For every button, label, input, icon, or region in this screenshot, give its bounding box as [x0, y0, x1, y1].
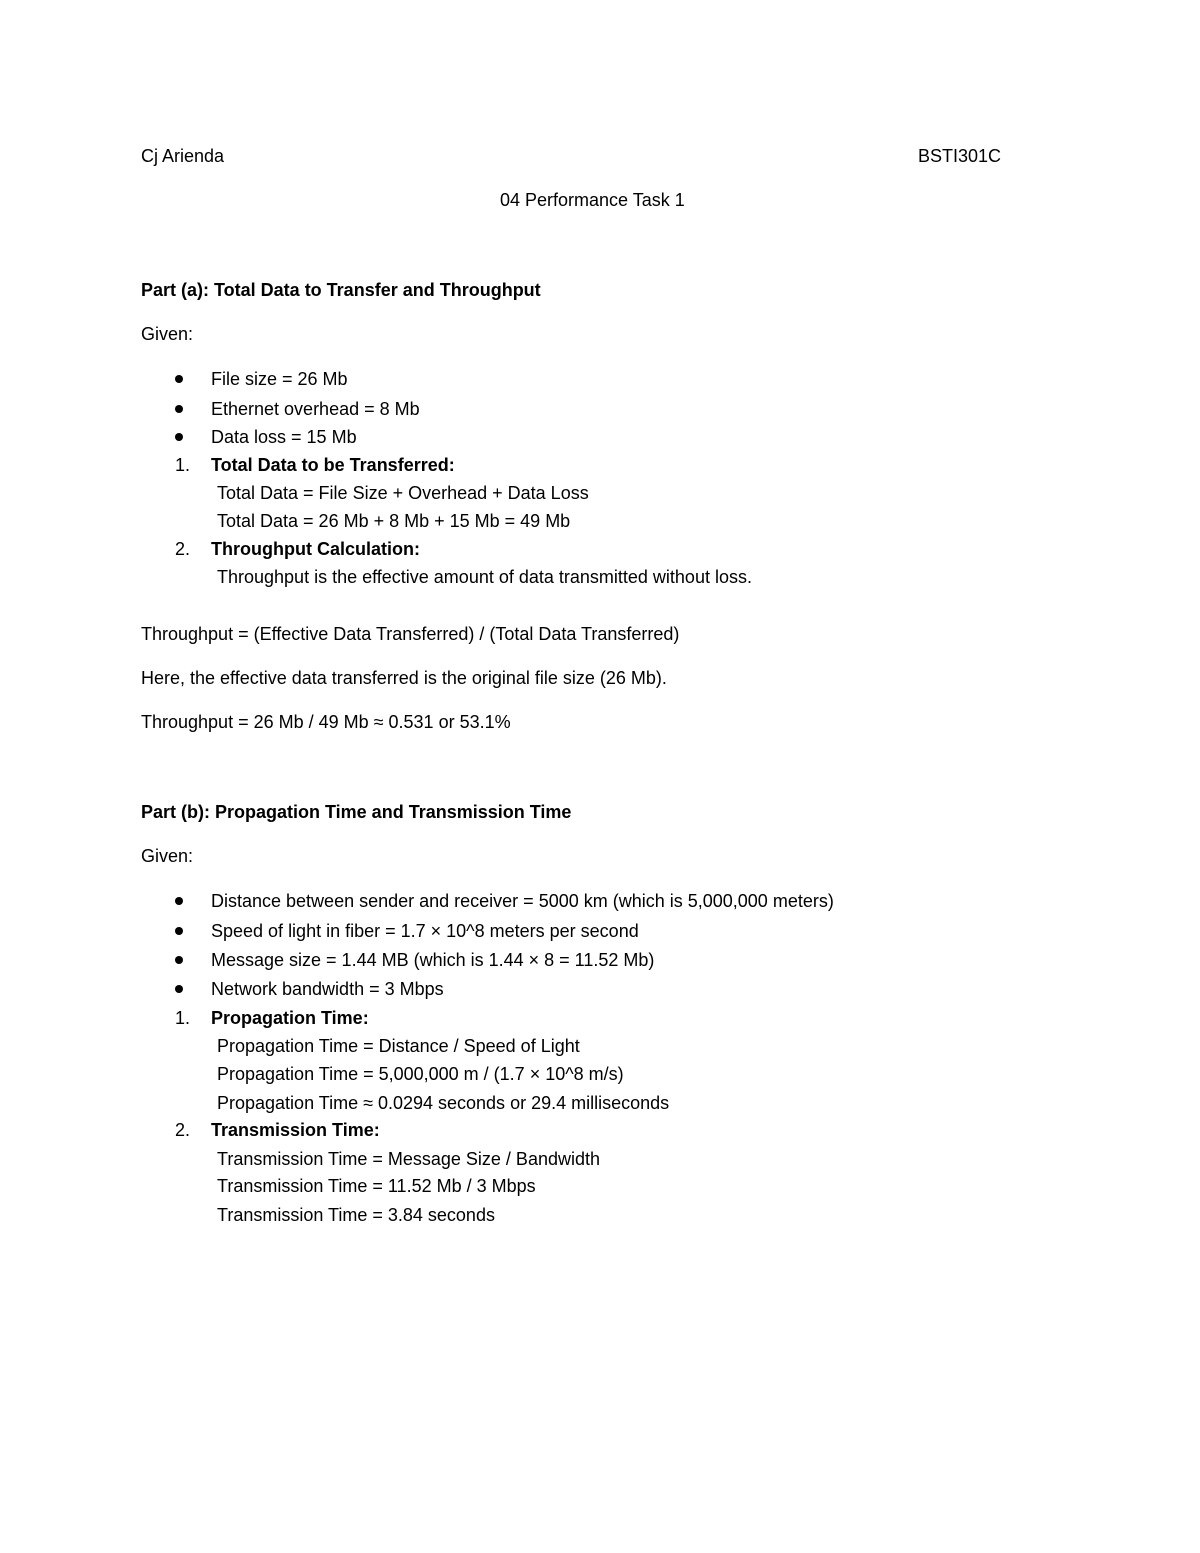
step-line: Propagation Time ≈ 0.0294 seconds or 29.4 milliseconds — [217, 1093, 670, 1113]
step-line: Transmission Time = 3.84 seconds — [217, 1205, 495, 1225]
step-title: Propagation Time: — [211, 1008, 369, 1028]
step-line: Transmission Time = Message Size / Bandwidth — [217, 1149, 600, 1169]
list-item: Distance between sender and receiver = 5000 km (which is 5,000,000 meters) — [211, 891, 834, 911]
step-line: Total Data = 26 Mb + 8 Mb + 15 Mb = 49 Mb — [217, 511, 571, 531]
part-a-given-label: Given: — [141, 324, 194, 344]
step-number: 2. — [175, 1120, 191, 1140]
list-item: Data loss = 15 Mb — [211, 427, 357, 447]
step-line: Throughput is the effective amount of data transmitted without loss. — [217, 567, 752, 587]
step-line: Total Data = File Size + Overhead + Data Loss — [217, 483, 589, 503]
bullet-icon — [175, 433, 183, 441]
step-title: Total Data to be Transferred: — [211, 455, 455, 475]
step-line: Propagation Time = 5,000,000 m / (1.7 × 10^8 m/s) — [217, 1064, 624, 1084]
bullet-icon — [175, 956, 183, 964]
step-number: 1. — [175, 455, 191, 475]
paragraph: Here, the effective data transferred is the original file size (26 Mb). — [141, 668, 667, 688]
author-name: Cj Arienda — [141, 146, 225, 166]
list-item: Network bandwidth = 3 Mbps — [211, 979, 444, 999]
step-number: 2. — [175, 539, 191, 559]
step-line: Propagation Time = Distance / Speed of Light — [217, 1036, 580, 1056]
bullet-icon — [175, 927, 183, 935]
bullet-icon — [175, 405, 183, 413]
step-line: Transmission Time = 11.52 Mb / 3 Mbps — [217, 1176, 536, 1196]
part-b-given-label: Given: — [141, 846, 194, 866]
paragraph: Throughput = (Effective Data Transferred) / (Total Data Transferred) — [141, 624, 680, 644]
list-item: Speed of light in fiber = 1.7 × 10^8 meters per second — [211, 921, 639, 941]
list-item: Message size = 1.44 MB (which is 1.44 × 8 = 11.52 Mb) — [211, 950, 655, 970]
step-title: Throughput Calculation: — [211, 539, 420, 559]
document-title: 04 Performance Task 1 — [500, 190, 685, 210]
course-code: BSTI301C — [918, 146, 1002, 166]
bullet-icon — [175, 375, 183, 383]
part-b-heading: Part (b): Propagation Time and Transmission Time — [141, 802, 572, 822]
part-a-heading: Part (a): Total Data to Transfer and Throughput — [141, 280, 541, 300]
list-item: File size = 26 Mb — [211, 369, 348, 389]
step-title: Transmission Time: — [211, 1120, 380, 1140]
step-number: 1. — [175, 1008, 191, 1028]
bullet-icon — [175, 985, 183, 993]
bullet-icon — [175, 897, 183, 905]
paragraph: Throughput = 26 Mb / 49 Mb ≈ 0.531 or 53.1% — [141, 712, 511, 732]
list-item: Ethernet overhead = 8 Mb — [211, 399, 420, 419]
